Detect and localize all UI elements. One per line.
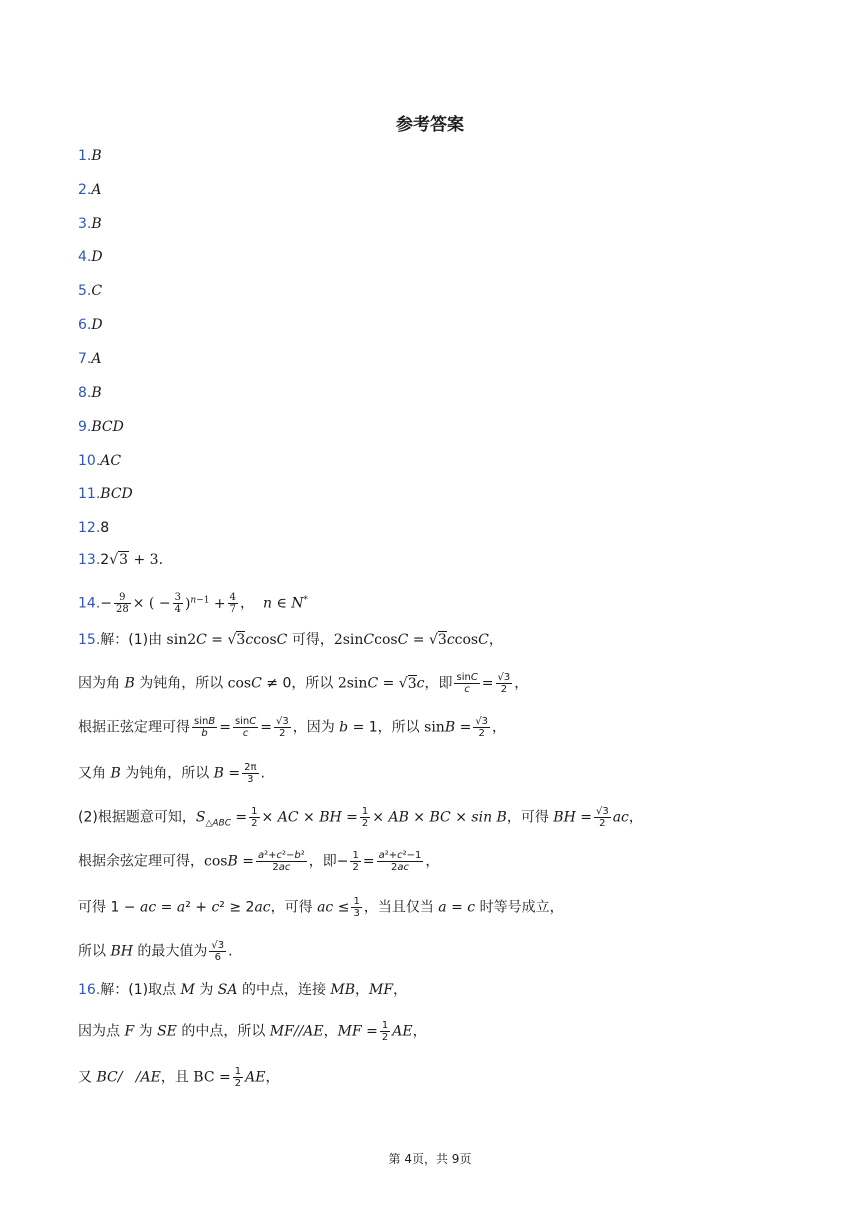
answer-3 [78,214,102,234]
page-title: 参考答案 [396,115,464,135]
question-number: 1. [78,148,92,164]
question-number: 2. [78,182,92,198]
q15-line-1: 15.解：(1)由 sin2C = √3ccosC 可得，2sinCcosC = √3ccosC， [78,632,503,648]
answer-value: C [91,283,103,299]
answer-value: D [91,317,103,333]
answer-value: B [91,148,102,164]
q15-line-8: 所以 BH 的最大值为 $\frac{√3}{6}$ . [78,940,233,963]
answer-8 [78,383,102,403]
q15-line-5: (2)根据题意可知，$S_{\triangle ABC}$ = $\frac{1}{2}$ × AC × BH = $\frac{1}{2}$ × AB × BC × sin B，可得 BH = $\frac{√3}{2}$ ac， [78,806,643,829]
q16-line-3: 又 BC/ /AE，且 BC = $\frac{1}{2}$ AE， [78,1066,280,1089]
answer-value: A [91,351,102,367]
answer-10 [78,451,121,471]
answer-12 [78,518,109,538]
answer-2 [78,180,101,200]
answer-14: 14.− $\frac{9}{28}$ × ( − $\frac{3}{4}$ )$^{n-1}$ + $\frac{4}{7}$ ， n ∈ N* [78,592,309,616]
question-number: 12. [78,520,101,536]
answer-5 [78,281,102,301]
answer-value: B [91,216,102,232]
question-number: 13. [78,552,101,568]
q15-line-3: 根据正弦定理可得 $\frac{\sin B}{b}$ = $\frac{\sin C}{c}$ = $\frac{√3}{2}$ ，因为 b = 1，所以 sinB = $\frac{√3}{2}$ ， [78,716,507,739]
q15-line-4: 又角 B 为钝角，所以 B = $\frac{2\pi}{3}$ . [78,762,265,785]
question-number: 10. [78,453,101,469]
answer-13: 13.2√3 + 3. [78,552,164,568]
q16-line-2: 因为点 F 为 SE 的中点，所以 MF//AE，MF = $\frac{1}{2}$ AE， [78,1020,427,1043]
answer-value: 8 [100,520,110,536]
answer-value: AC [100,453,122,469]
page-footer: 第 4页，共 9页 [388,1152,472,1166]
answer-1 [78,146,102,166]
answer-value: D [91,249,103,265]
question-number: 9. [78,419,92,435]
question-number: 11. [78,486,101,502]
question-number: 6. [78,317,92,333]
answer-value: A [91,182,102,198]
question-number: 4. [78,249,92,265]
answer-value: B [91,385,102,401]
q15-line-7: 可得 1 − ac = a² + c² ≥ 2ac，可得 ac ≤ $\frac{1}{3}$ ，当且仅当 a = c 时等号成立， [78,896,564,919]
answer-11 [78,484,133,504]
question-number: 3. [78,216,92,232]
answer-4 [78,247,103,267]
answer-9 [78,417,124,437]
q16-line-1: 16.解：(1)取点 M 为 SA 的中点，连接 MB，MF， [78,982,408,998]
answer-value: BCD [91,419,124,435]
question-number: 14. [78,595,101,612]
question-number: 5. [78,283,92,299]
question-number: 8. [78,385,92,401]
answer-7 [78,349,101,369]
answer-value: BCD [100,486,133,502]
question-number: 7. [78,351,92,367]
answer-6 [78,315,103,335]
q15-line-2: 因为角 B 为钝角，所以 cosC ≠ 0，所以 2sinC = √3c，即 $\frac{\sin C}{c}$ = $\frac{√3}{2}$ ， [78,672,529,695]
q15-line-6: 根据余弦定理可得，cosB = $\frac{\text{a²+c²−b²}}{2ac}$ ，即− $\frac{1}{2}$ = $\frac{\text{a²+c²−1}}{2ac}$ ， [78,850,440,873]
